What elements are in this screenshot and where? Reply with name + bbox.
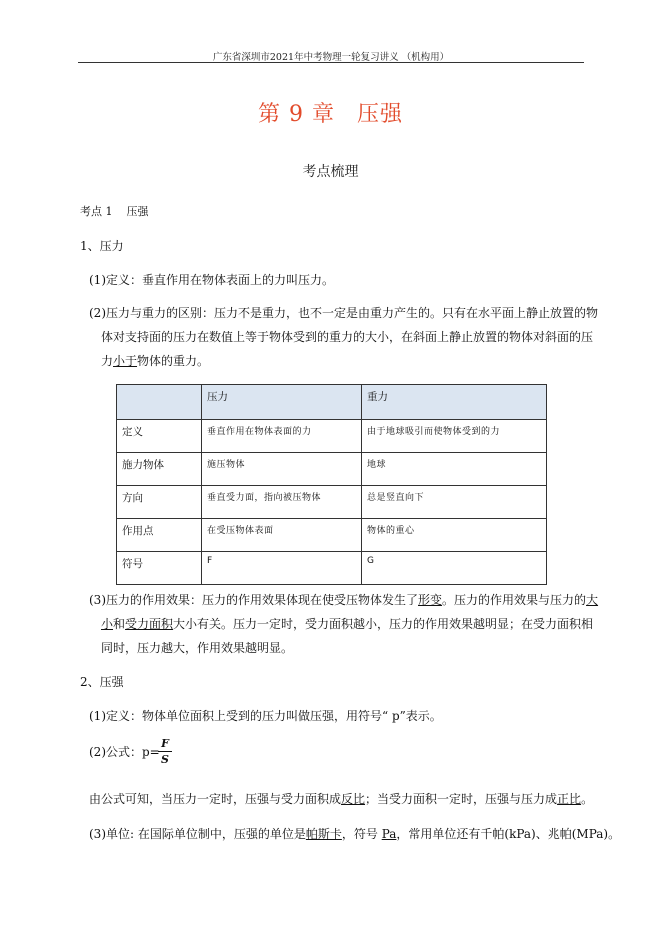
pressure-formula: [89, 742, 160, 762]
table-cell: G: [362, 552, 547, 585]
formula-derivation: [89, 787, 593, 811]
difference-line-2: 体对支持面的压力在数值上等于物体受到的重力的大小，在斜面上静止放置的物体对斜面的压: [101, 330, 594, 344]
table-cell: 垂直受力面，指向被压物体: [202, 486, 362, 519]
table-row: [117, 420, 547, 453]
underlined-answer: 正比: [557, 792, 582, 806]
text-fragment: 力: [101, 354, 114, 368]
table-row: [117, 552, 547, 585]
effect-line-1: [89, 588, 598, 612]
table-cell: 地球: [362, 453, 547, 486]
table-cell: 垂直作用在物体表面的力: [202, 420, 362, 453]
text-fragment: ，常用单位还有千帕(kPa)、兆帕(MPa)。: [396, 827, 621, 841]
table-cell: 作用点: [117, 519, 202, 552]
key-point-title: 压强: [126, 205, 149, 218]
table-cell: 由于地球吸引而使物体受到的力: [362, 420, 547, 453]
table-header-cell: [117, 385, 202, 420]
pressure-force-definition: (1)定义：垂直作用在物体表面上的力叫压力。: [89, 273, 334, 287]
table-cell: 方向: [117, 486, 202, 519]
text-fragment: 物体的重力。: [137, 354, 210, 368]
table-header-cell: 压力: [202, 385, 362, 420]
formula-fraction: [158, 736, 172, 767]
text-fragment: 大小有关。压力一定时，受力面积越小，压力的作用效果越明显；在受力面积相: [173, 617, 594, 631]
table-header-row: [117, 385, 547, 420]
table-cell: F: [202, 552, 362, 585]
chapter-number: 第 9 章: [258, 102, 335, 127]
pressure-heading: 2、压强: [80, 675, 124, 689]
key-point-heading: [80, 200, 149, 224]
key-point-label: 考点 1: [80, 205, 113, 218]
text-fragment: (3)压力的作用效果：压力的作用效果体现在使受压物体发生了: [89, 593, 419, 607]
table-cell: 符号: [117, 552, 202, 585]
pressure-unit: [89, 822, 620, 846]
table-cell: 物体的重心: [362, 519, 547, 552]
difference-line-1: (2)压力与重力的区别：压力不是重力，也不一定是由重力产生的。只有在水平面上静止放置的物: [89, 306, 599, 320]
section-title: 考点梳理: [302, 164, 359, 180]
formula-label: (2)公式：: [89, 745, 142, 759]
comparison-table: [116, 384, 547, 585]
effect-line-2: [101, 612, 593, 636]
table-cell: 定义: [117, 420, 202, 453]
underlined-answer: 小: [101, 617, 114, 631]
underlined-answer: 受力面积: [125, 617, 174, 631]
table-cell: 在受压物体表面: [202, 519, 362, 552]
table-cell: 总是竖直向下: [362, 486, 547, 519]
table-cell: 施压物体: [202, 453, 362, 486]
header-rule: [78, 62, 584, 63]
table-row: [117, 519, 547, 552]
underlined-answer: 反比: [341, 792, 366, 806]
underlined-answer: 小于: [113, 354, 138, 368]
effect-line-3: 同时，压力越大，作用效果越明显。: [101, 641, 294, 655]
pressure-definition: (1)定义：物体单位面积上受到的压力叫做压强，用符号“ p”表示。: [89, 709, 442, 723]
formula-lhs: p=: [142, 745, 160, 759]
underlined-answer: 形变: [418, 593, 443, 607]
formula-denominator: S: [161, 753, 169, 766]
text-fragment: 由公式可知，当压力一定时，压强与受力面积成: [89, 792, 342, 806]
text-fragment: ；当受力面积一定时，压强与压力成: [365, 792, 558, 806]
chapter-title: [0, 97, 661, 128]
text-fragment: (3)单位: 在国际单位制中，压强的单位是: [89, 827, 306, 841]
table-header-cell: 重力: [362, 385, 547, 420]
table-row: [117, 486, 547, 519]
table-cell: 施力物体: [117, 453, 202, 486]
text-fragment: 。: [581, 792, 594, 806]
chapter-name: 压强: [356, 102, 403, 127]
difference-line-3: [101, 349, 209, 373]
formula-numerator: F: [161, 737, 169, 750]
text-fragment: ，符号: [341, 827, 382, 841]
underlined-answer: 帕斯卡: [305, 827, 342, 841]
underlined-answer: Pa: [381, 827, 397, 841]
text-fragment: 。压力的作用效果与压力的: [442, 593, 587, 607]
text-fragment: 和: [113, 617, 126, 631]
underlined-answer: 大: [586, 593, 599, 607]
pressure-force-heading: 1、压力: [80, 239, 124, 253]
page-header: 广东省深圳市2021年中考物理一轮复习讲义 （机构用）: [212, 52, 450, 63]
table-row: [117, 453, 547, 486]
